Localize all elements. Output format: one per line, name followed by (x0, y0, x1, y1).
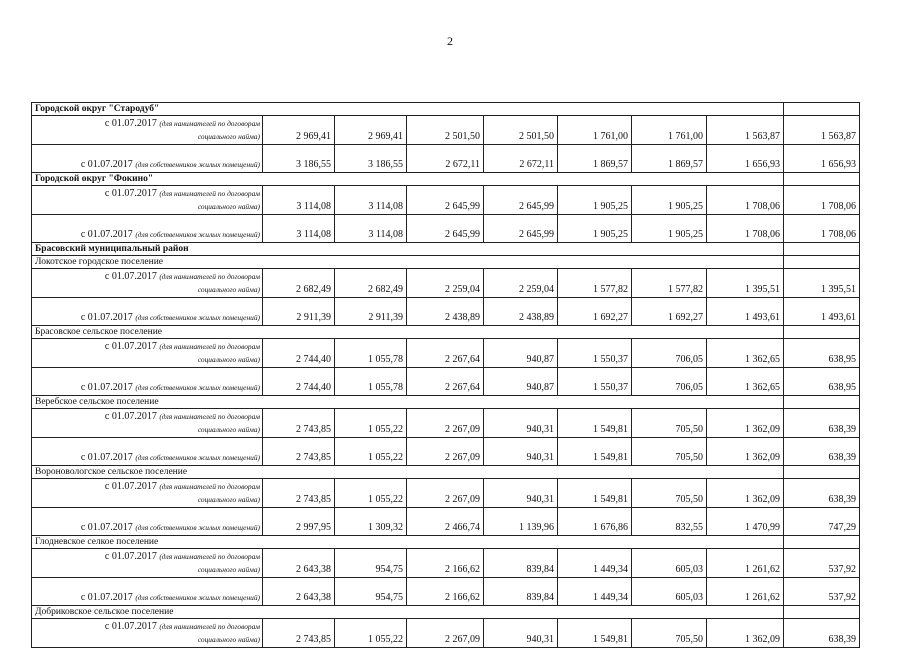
table-cell: 1 493,61 (784, 298, 860, 326)
table-row (32, 215, 860, 243)
table-cell: 2 744,40 (263, 339, 335, 368)
empty-cell (784, 536, 860, 549)
table-cell: 1 708,06 (784, 215, 860, 243)
table-cell: 2 501,50 (407, 116, 484, 145)
table-cell: 1 577,82 (632, 269, 707, 298)
table-row (32, 409, 860, 438)
tariff-table (31, 102, 860, 648)
table-cell: 638,39 (784, 479, 860, 508)
subsection-header-row (32, 606, 860, 619)
table-cell: 1 362,65 (707, 368, 784, 396)
label-line-2: социального найма) (197, 425, 260, 434)
table-cell: 1 905,25 (558, 215, 632, 243)
label-line: с 01.07.2017 (для собственников жилых помещений) (80, 382, 260, 393)
table-cell: 1 309,32 (335, 508, 407, 536)
table-cell: 2 645,99 (484, 215, 558, 243)
section-title: Брасовский муниципальный район (32, 243, 784, 256)
table-cell: 1 261,62 (707, 578, 784, 606)
table-cell: 2 672,11 (484, 145, 558, 173)
table-cell: 1 577,82 (558, 269, 632, 298)
table-cell: 2 672,11 (407, 145, 484, 173)
label-line-1: с 01.07.2017 (для нанимателей по договорам (104, 118, 260, 129)
label-line: с 01.07.2017 (для собственников жилых помещений) (80, 229, 260, 240)
table-cell: 1 656,93 (707, 145, 784, 173)
subsection-header-row (32, 396, 860, 409)
table-cell: 1 708,06 (707, 186, 784, 215)
empty-cell (784, 326, 860, 339)
label-line-2: социального найма) (197, 635, 260, 644)
table-row (32, 549, 860, 578)
table-cell: 2 166,62 (407, 578, 484, 606)
table-cell: 839,84 (484, 578, 558, 606)
table-cell: 940,31 (484, 619, 558, 648)
table-cell: 1 261,62 (707, 549, 784, 578)
table-cell: 1 362,65 (707, 339, 784, 368)
table-cell: 638,95 (784, 339, 860, 368)
table-row (32, 438, 860, 466)
label-line: с 01.07.2017 (для собственников жилых помещений) (80, 592, 260, 603)
table-cell: 2 259,04 (484, 269, 558, 298)
table-cell: 1 692,27 (558, 298, 632, 326)
label-owners (32, 368, 263, 396)
subsection-title: Брасовское сельское поселение (32, 326, 784, 339)
empty-cell (784, 466, 860, 479)
table-cell: 2 743,85 (263, 619, 335, 648)
table-cell: 638,95 (784, 368, 860, 396)
table-row (32, 479, 860, 508)
table-cell: 2 997,95 (263, 508, 335, 536)
table-cell: 705,50 (632, 409, 707, 438)
table-cell: 954,75 (335, 549, 407, 578)
label-tenants (32, 619, 263, 648)
table-cell: 1 761,00 (632, 116, 707, 145)
table-cell: 1 055,22 (335, 438, 407, 466)
table-cell: 1 656,93 (784, 145, 860, 173)
label-line-1: с 01.07.2017 (для нанимателей по договорам (104, 621, 260, 632)
table-cell: 839,84 (484, 549, 558, 578)
subsection-title: Локотское городское поселение (32, 256, 784, 269)
table-cell: 940,31 (484, 479, 558, 508)
label-line-1: с 01.07.2017 (для нанимателей по договорам (104, 551, 260, 562)
label-line-1: с 01.07.2017 (для нанимателей по договорам (104, 411, 260, 422)
table-cell: 1 563,87 (784, 116, 860, 145)
table-cell: 1 055,22 (335, 619, 407, 648)
table-row (32, 269, 860, 298)
table-row (32, 619, 860, 648)
table-cell: 2 259,04 (407, 269, 484, 298)
table-cell: 1 395,51 (707, 269, 784, 298)
label-line-1: с 01.07.2017 (для нанимателей по договорам (104, 271, 260, 282)
label-line-2: социального найма) (197, 355, 260, 364)
subsection-header-row (32, 256, 860, 269)
label-owners (32, 578, 263, 606)
label-line-1: с 01.07.2017 (для нанимателей по договорам (104, 341, 260, 352)
label-tenants (32, 339, 263, 368)
table-cell: 2 969,41 (263, 116, 335, 145)
label-line-2: социального найма) (197, 202, 260, 211)
label-line: с 01.07.2017 (для собственников жилых помещений) (80, 159, 260, 170)
table-cell: 3 186,55 (335, 145, 407, 173)
table-cell: 705,50 (632, 479, 707, 508)
table-cell: 940,87 (484, 368, 558, 396)
table-cell: 3 186,55 (263, 145, 335, 173)
label-line: с 01.07.2017 (для собственников жилых помещений) (80, 452, 260, 463)
table-cell: 706,05 (632, 368, 707, 396)
table-cell: 940,31 (484, 438, 558, 466)
table-cell: 2 645,99 (484, 186, 558, 215)
table-cell: 1 708,06 (784, 186, 860, 215)
table-cell: 1 549,81 (558, 619, 632, 648)
table-cell: 2 643,38 (263, 549, 335, 578)
table-row (32, 145, 860, 173)
label-line: с 01.07.2017 (для собственников жилых помещений) (80, 522, 260, 533)
empty-cell (784, 173, 860, 186)
label-line-2: социального найма) (197, 285, 260, 294)
table-body (32, 103, 860, 648)
table-cell: 638,39 (784, 619, 860, 648)
label-tenants (32, 409, 263, 438)
table-cell: 1 549,81 (558, 479, 632, 508)
subsection-title: Добриковское сельское поселение (32, 606, 784, 619)
table-cell: 1 761,00 (558, 116, 632, 145)
label-line-1: с 01.07.2017 (для нанимателей по договорам (104, 188, 260, 199)
subsection-title: Веребское сельское поселение (32, 396, 784, 409)
subsection-header-row (32, 536, 860, 549)
label-tenants (32, 549, 263, 578)
table-cell: 1 676,86 (558, 508, 632, 536)
table-cell: 1 692,27 (632, 298, 707, 326)
label-line-2: социального найма) (197, 565, 260, 574)
label-tenants (32, 269, 263, 298)
table-row (32, 298, 860, 326)
table-cell: 1 708,06 (707, 215, 784, 243)
table-row (32, 186, 860, 215)
table-cell: 705,50 (632, 619, 707, 648)
table-cell: 1 905,25 (632, 215, 707, 243)
table-cell: 2 743,85 (263, 479, 335, 508)
table-cell: 3 114,08 (335, 215, 407, 243)
section-title: Городской округ "Стародуб" (32, 103, 784, 116)
label-line-2: социального найма) (197, 132, 260, 141)
table-cell: 2 969,41 (335, 116, 407, 145)
table-cell: 605,03 (632, 549, 707, 578)
table-cell: 954,75 (335, 578, 407, 606)
table-cell: 537,92 (784, 578, 860, 606)
label-line-2: социального найма) (197, 495, 260, 504)
label-line-1: с 01.07.2017 (для нанимателей по договорам (104, 481, 260, 492)
table-cell: 2 267,64 (407, 339, 484, 368)
table-cell: 638,39 (784, 438, 860, 466)
label-line: с 01.07.2017 (для собственников жилых помещений) (80, 312, 260, 323)
label-owners (32, 298, 263, 326)
table-cell: 2 743,85 (263, 409, 335, 438)
table-cell: 3 114,08 (335, 186, 407, 215)
table-cell: 2 438,89 (407, 298, 484, 326)
table-cell: 2 744,40 (263, 368, 335, 396)
empty-cell (784, 606, 860, 619)
table-cell: 2 643,38 (263, 578, 335, 606)
table-cell: 2 267,09 (407, 438, 484, 466)
section-header-row (32, 103, 860, 116)
table-cell: 2 267,09 (407, 479, 484, 508)
table-cell: 1 449,34 (558, 578, 632, 606)
table-cell: 832,55 (632, 508, 707, 536)
table-cell: 1 550,37 (558, 339, 632, 368)
table-row (32, 368, 860, 396)
label-owners (32, 508, 263, 536)
table-cell: 2 267,64 (407, 368, 484, 396)
table-cell: 2 166,62 (407, 549, 484, 578)
empty-cell (784, 243, 860, 256)
label-tenants (32, 186, 263, 215)
table-row (32, 339, 860, 368)
label-tenants (32, 116, 263, 145)
section-title: Городской округ "Фокино" (32, 173, 784, 186)
subsection-header-row (32, 326, 860, 339)
table-cell: 2 911,39 (263, 298, 335, 326)
table-cell: 1 362,09 (707, 619, 784, 648)
table-cell: 2 501,50 (484, 116, 558, 145)
table-row (32, 508, 860, 536)
table-cell: 1 139,96 (484, 508, 558, 536)
table-cell: 2 267,09 (407, 619, 484, 648)
table-cell: 1 055,78 (335, 339, 407, 368)
subsection-title: Глодневское селкое поселение (32, 536, 784, 549)
table-cell: 2 911,39 (335, 298, 407, 326)
table-cell: 1 869,57 (558, 145, 632, 173)
table-cell: 2 438,89 (484, 298, 558, 326)
table-cell: 638,39 (784, 409, 860, 438)
table-cell: 3 114,08 (263, 186, 335, 215)
table-cell: 1 905,25 (558, 186, 632, 215)
table-cell: 1 550,37 (558, 368, 632, 396)
table-cell: 1 362,09 (707, 438, 784, 466)
subsection-title: Вороновологское сельское поселение (32, 466, 784, 479)
table-cell: 1 395,51 (784, 269, 860, 298)
table-cell: 2 466,74 (407, 508, 484, 536)
table-cell: 1 362,09 (707, 479, 784, 508)
table-cell: 2 267,09 (407, 409, 484, 438)
section-header-row (32, 243, 860, 256)
table-cell: 605,03 (632, 578, 707, 606)
table-cell: 747,29 (784, 508, 860, 536)
table-cell: 1 563,87 (707, 116, 784, 145)
table-cell: 1 055,22 (335, 479, 407, 508)
table-cell: 1 362,09 (707, 409, 784, 438)
table-cell: 705,50 (632, 438, 707, 466)
table-cell: 2 645,99 (407, 215, 484, 243)
table-cell: 940,31 (484, 409, 558, 438)
table-cell: 1 905,25 (632, 186, 707, 215)
table-cell: 1 055,78 (335, 368, 407, 396)
table-cell: 1 549,81 (558, 409, 632, 438)
table-cell: 2 645,99 (407, 186, 484, 215)
section-header-row (32, 173, 860, 186)
empty-cell (784, 256, 860, 269)
table-cell: 1 449,34 (558, 549, 632, 578)
table-row (32, 578, 860, 606)
label-tenants (32, 479, 263, 508)
table-cell: 1 493,61 (707, 298, 784, 326)
table-cell: 2 743,85 (263, 438, 335, 466)
label-owners (32, 438, 263, 466)
table-cell: 1 055,22 (335, 409, 407, 438)
table-cell: 537,92 (784, 549, 860, 578)
table-cell: 1 549,81 (558, 438, 632, 466)
label-owners (32, 145, 263, 173)
table-row (32, 116, 860, 145)
table-cell: 3 114,08 (263, 215, 335, 243)
empty-cell (784, 396, 860, 409)
label-owners (32, 215, 263, 243)
table-cell: 2 682,49 (335, 269, 407, 298)
empty-cell (784, 103, 860, 116)
table-cell: 2 682,49 (263, 269, 335, 298)
table-cell: 940,87 (484, 339, 558, 368)
table-cell: 1 470,99 (707, 508, 784, 536)
subsection-header-row (32, 466, 860, 479)
page-number: 2 (447, 34, 453, 48)
table-cell: 1 869,57 (632, 145, 707, 173)
table-cell: 706,05 (632, 339, 707, 368)
